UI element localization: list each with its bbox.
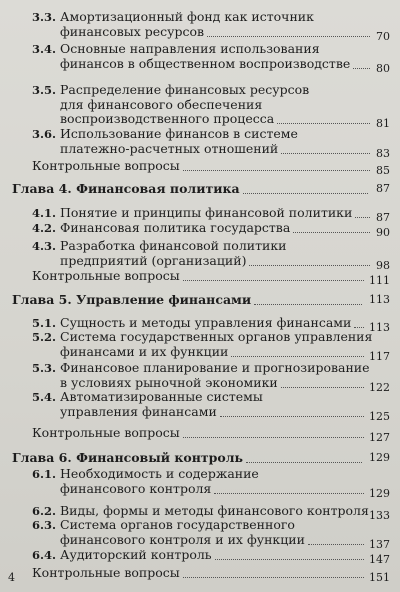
page-reference: 87 (376, 211, 390, 224)
section-number: 4.2. (31, 221, 56, 235)
leader-dots (293, 232, 370, 233)
leader-dots (207, 36, 370, 37)
entry-title: Распределение финансовых ресурсов (60, 82, 310, 97)
page-reference: 70 (376, 29, 390, 43)
section-number: 3.6. (31, 127, 56, 141)
leader-dots (246, 462, 362, 463)
page-reference: 133 (369, 509, 390, 522)
page-reference: 85 (376, 164, 390, 177)
entry-title: Сущность и методы управления финансами (60, 315, 352, 330)
entry-title: Использование финансов в системе (60, 126, 298, 141)
leader-dots (231, 356, 364, 357)
section-number: 5.3. (31, 361, 56, 375)
entry-title-continuation: управления финансами (60, 403, 217, 419)
page-reference: 122 (369, 380, 390, 394)
leader-dots (308, 544, 364, 545)
entry-title-continuation: воспроизводственного процесса (60, 111, 275, 127)
page-reference: 127 (369, 431, 390, 444)
entry-title-continuation: платежно-расчетных отношений (60, 140, 279, 156)
section-number: 6.4. (31, 548, 56, 562)
leader-dots (355, 217, 370, 218)
leader-dots (254, 304, 362, 305)
chapter-title: Глава 5. Управление финансами (12, 292, 252, 307)
section-number: 5.1. (31, 316, 56, 330)
leader-dots (281, 153, 370, 154)
leader-dots (220, 416, 364, 417)
section-number: 5.2. (31, 330, 56, 344)
section-number: 3.4. (31, 42, 56, 56)
section-number: 6.2. (31, 504, 56, 518)
entry-title: Автоматизированные системы (60, 389, 263, 404)
leader-dots (353, 68, 370, 69)
section-number: 5.4. (31, 390, 56, 404)
leader-dots (183, 437, 364, 438)
page-reference: 129 (369, 451, 390, 464)
leader-dots (249, 265, 370, 266)
section-number: 4.1. (31, 206, 56, 220)
leader-dots (354, 327, 364, 328)
entry-title: Контрольные вопросы (32, 158, 180, 173)
entry-title: Аудиторский контроль (60, 547, 212, 562)
entry-title-continuation: финансового контроля (60, 480, 212, 496)
entry-title: Финансовое планирование и прогнозирование (60, 360, 370, 375)
page-reference: 81 (376, 117, 390, 131)
entry-title-continuation: для финансового обеспечения (60, 96, 263, 112)
entry-title-continuation: финансового контроля и их функции (60, 531, 305, 547)
page-reference: 113 (369, 293, 390, 306)
page-reference: 147 (369, 553, 390, 566)
leader-dots (214, 493, 364, 494)
entry-title: Амортизационный фонд как источник (60, 9, 314, 24)
entry-title-continuation: в условиях рыночной экономики (60, 374, 278, 390)
page-reference: 137 (369, 537, 390, 551)
section-number: 6.1. (31, 467, 56, 481)
entry-title: Контрольные вопросы (32, 425, 180, 440)
section-number: 4.3. (31, 239, 56, 253)
entry-title: Разработка финансовой политики (60, 238, 287, 253)
leader-dots (183, 170, 370, 171)
chapter-title: Глава 6. Финансовый контроль (12, 450, 244, 465)
page-reference: 83 (376, 146, 390, 160)
section-number: 6.3. (31, 518, 56, 532)
entry-title-continuation: предприятий (организаций) (60, 252, 247, 268)
entry-title-continuation: финансами и их функции (60, 343, 229, 359)
page-reference: 129 (369, 486, 390, 500)
section-number: 3.3. (31, 10, 56, 24)
page-reference: 151 (369, 571, 390, 584)
entry-title: Система органов государственного (60, 517, 295, 532)
page-reference: 90 (376, 226, 390, 239)
page-number-footer: 4 (8, 571, 15, 584)
entry-title: Система государственных органов управления (60, 329, 373, 344)
entry-title-continuation: финансовых ресурсов (60, 23, 205, 39)
entry-title-continuation: финансов в общественном воспроизводстве (60, 55, 351, 71)
page-reference: 117 (369, 349, 390, 363)
leader-dots (183, 280, 364, 281)
entry-title: Понятие и принципы финансовой политики (60, 205, 353, 220)
page-reference: 98 (376, 258, 390, 272)
page-reference: 111 (369, 274, 390, 287)
entry-title: Основные направления использования (60, 41, 320, 56)
entry-title: Контрольные вопросы (32, 268, 180, 283)
entry-title: Финансовая политика государства (60, 220, 291, 235)
page-reference: 87 (376, 182, 390, 195)
entry-title: Контрольные вопросы (32, 565, 180, 580)
leader-dots (277, 123, 370, 124)
entry-title: Виды, формы и методы финансового контроля (60, 503, 369, 518)
page-reference: 125 (369, 409, 390, 423)
leader-dots (215, 559, 364, 560)
leader-dots (183, 577, 364, 578)
leader-dots (243, 193, 368, 194)
section-number: 3.5. (31, 83, 56, 97)
chapter-title: Глава 4. Финансовая политика (12, 181, 240, 196)
page-reference: 80 (376, 61, 390, 75)
leader-dots (281, 387, 364, 388)
entry-title: Необходимость и содержание (60, 466, 259, 481)
page-reference: 113 (369, 321, 390, 334)
